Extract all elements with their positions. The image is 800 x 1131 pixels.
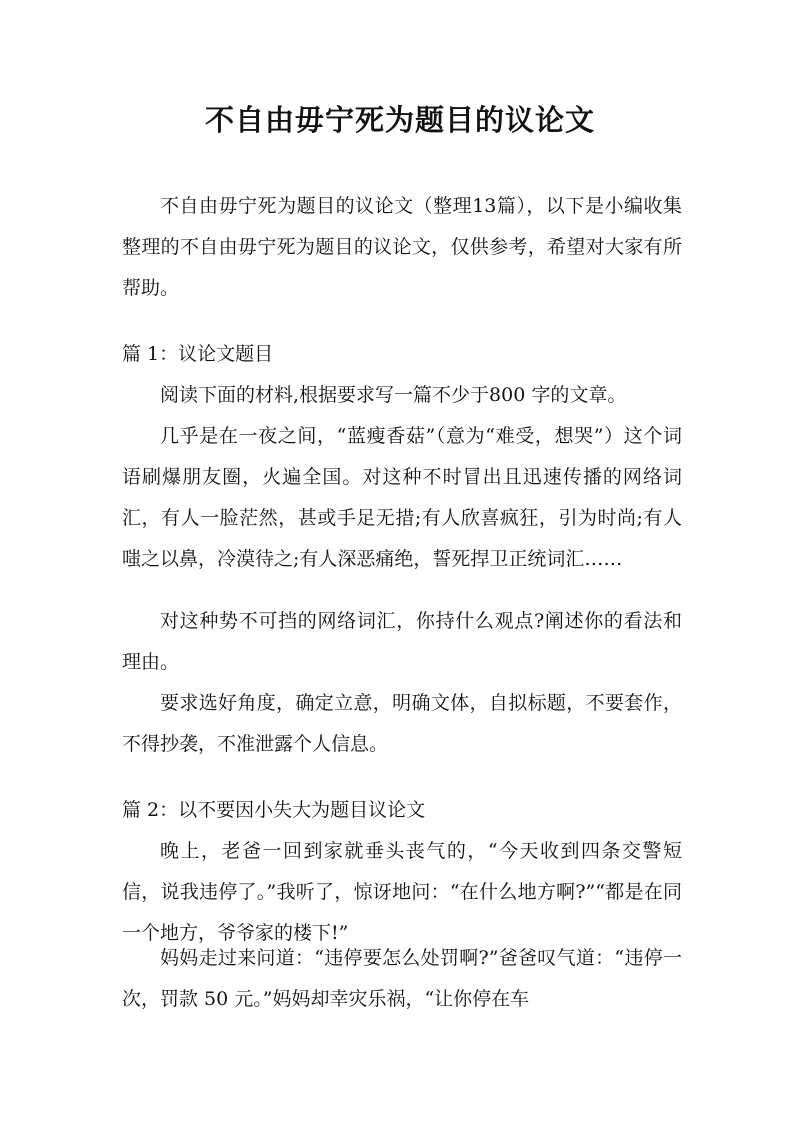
section-1-paragraph-3: 对这种势不可挡的网络词汇，你持什么观点?阐述你的看法和理由。 <box>122 610 682 673</box>
document-title: 不自由毋宁死为题目的议论文 <box>204 103 595 137</box>
intro-paragraph: 不自由毋宁死为题目的议论文（整理13篇），以下是小编收集整理的不自由毋宁死为题目的议论文，仅供参考，希望对大家有所帮助。 <box>122 195 682 299</box>
section-2-paragraph-2: 妈妈走过来问道：“违停要怎么处罚啊?”爸爸叹气道：“违停一次，罚款 50 元。”妈妈却幸灾乐祸，“让你停在车 <box>122 947 682 1010</box>
section-1-paragraph-1: 阅读下面的材料,根据要求写一篇不少于800 字的文章。 <box>160 384 627 406</box>
section-2-heading: 篇 2：以不要因小失大为题目议论文 <box>122 799 426 821</box>
section-1-heading: 篇 1：议论文题目 <box>122 343 274 365</box>
section-1-paragraph-4: 要求选好角度，确定立意，明确文体，自拟标题，不要套作，不得抄袭，不准泄露个人信息。 <box>122 692 682 755</box>
section-2-paragraph-1: 晚上，老爸一回到家就垂头丧气的，“今天收到四条交警短信，说我违停了。”我听了，惊讶地问：“在什么地方啊?”“都是在同一个地方，爷爷家的楼下!” <box>122 840 682 944</box>
section-1-paragraph-2: 几乎是在一夜之间，“蓝瘦香菇”（意为“难受，想哭”）这个词语刷爆朋友圈，火遍全国。对这种不时冒出且迅速传播的网络词汇，有人一脸茫然，甚或手足无措;有人欣喜疯狂，引为时尚;有人嗤之以鼻，冷漠待之;有人深恶痛绝，誓死捍卫正统词汇…… <box>122 425 682 570</box>
